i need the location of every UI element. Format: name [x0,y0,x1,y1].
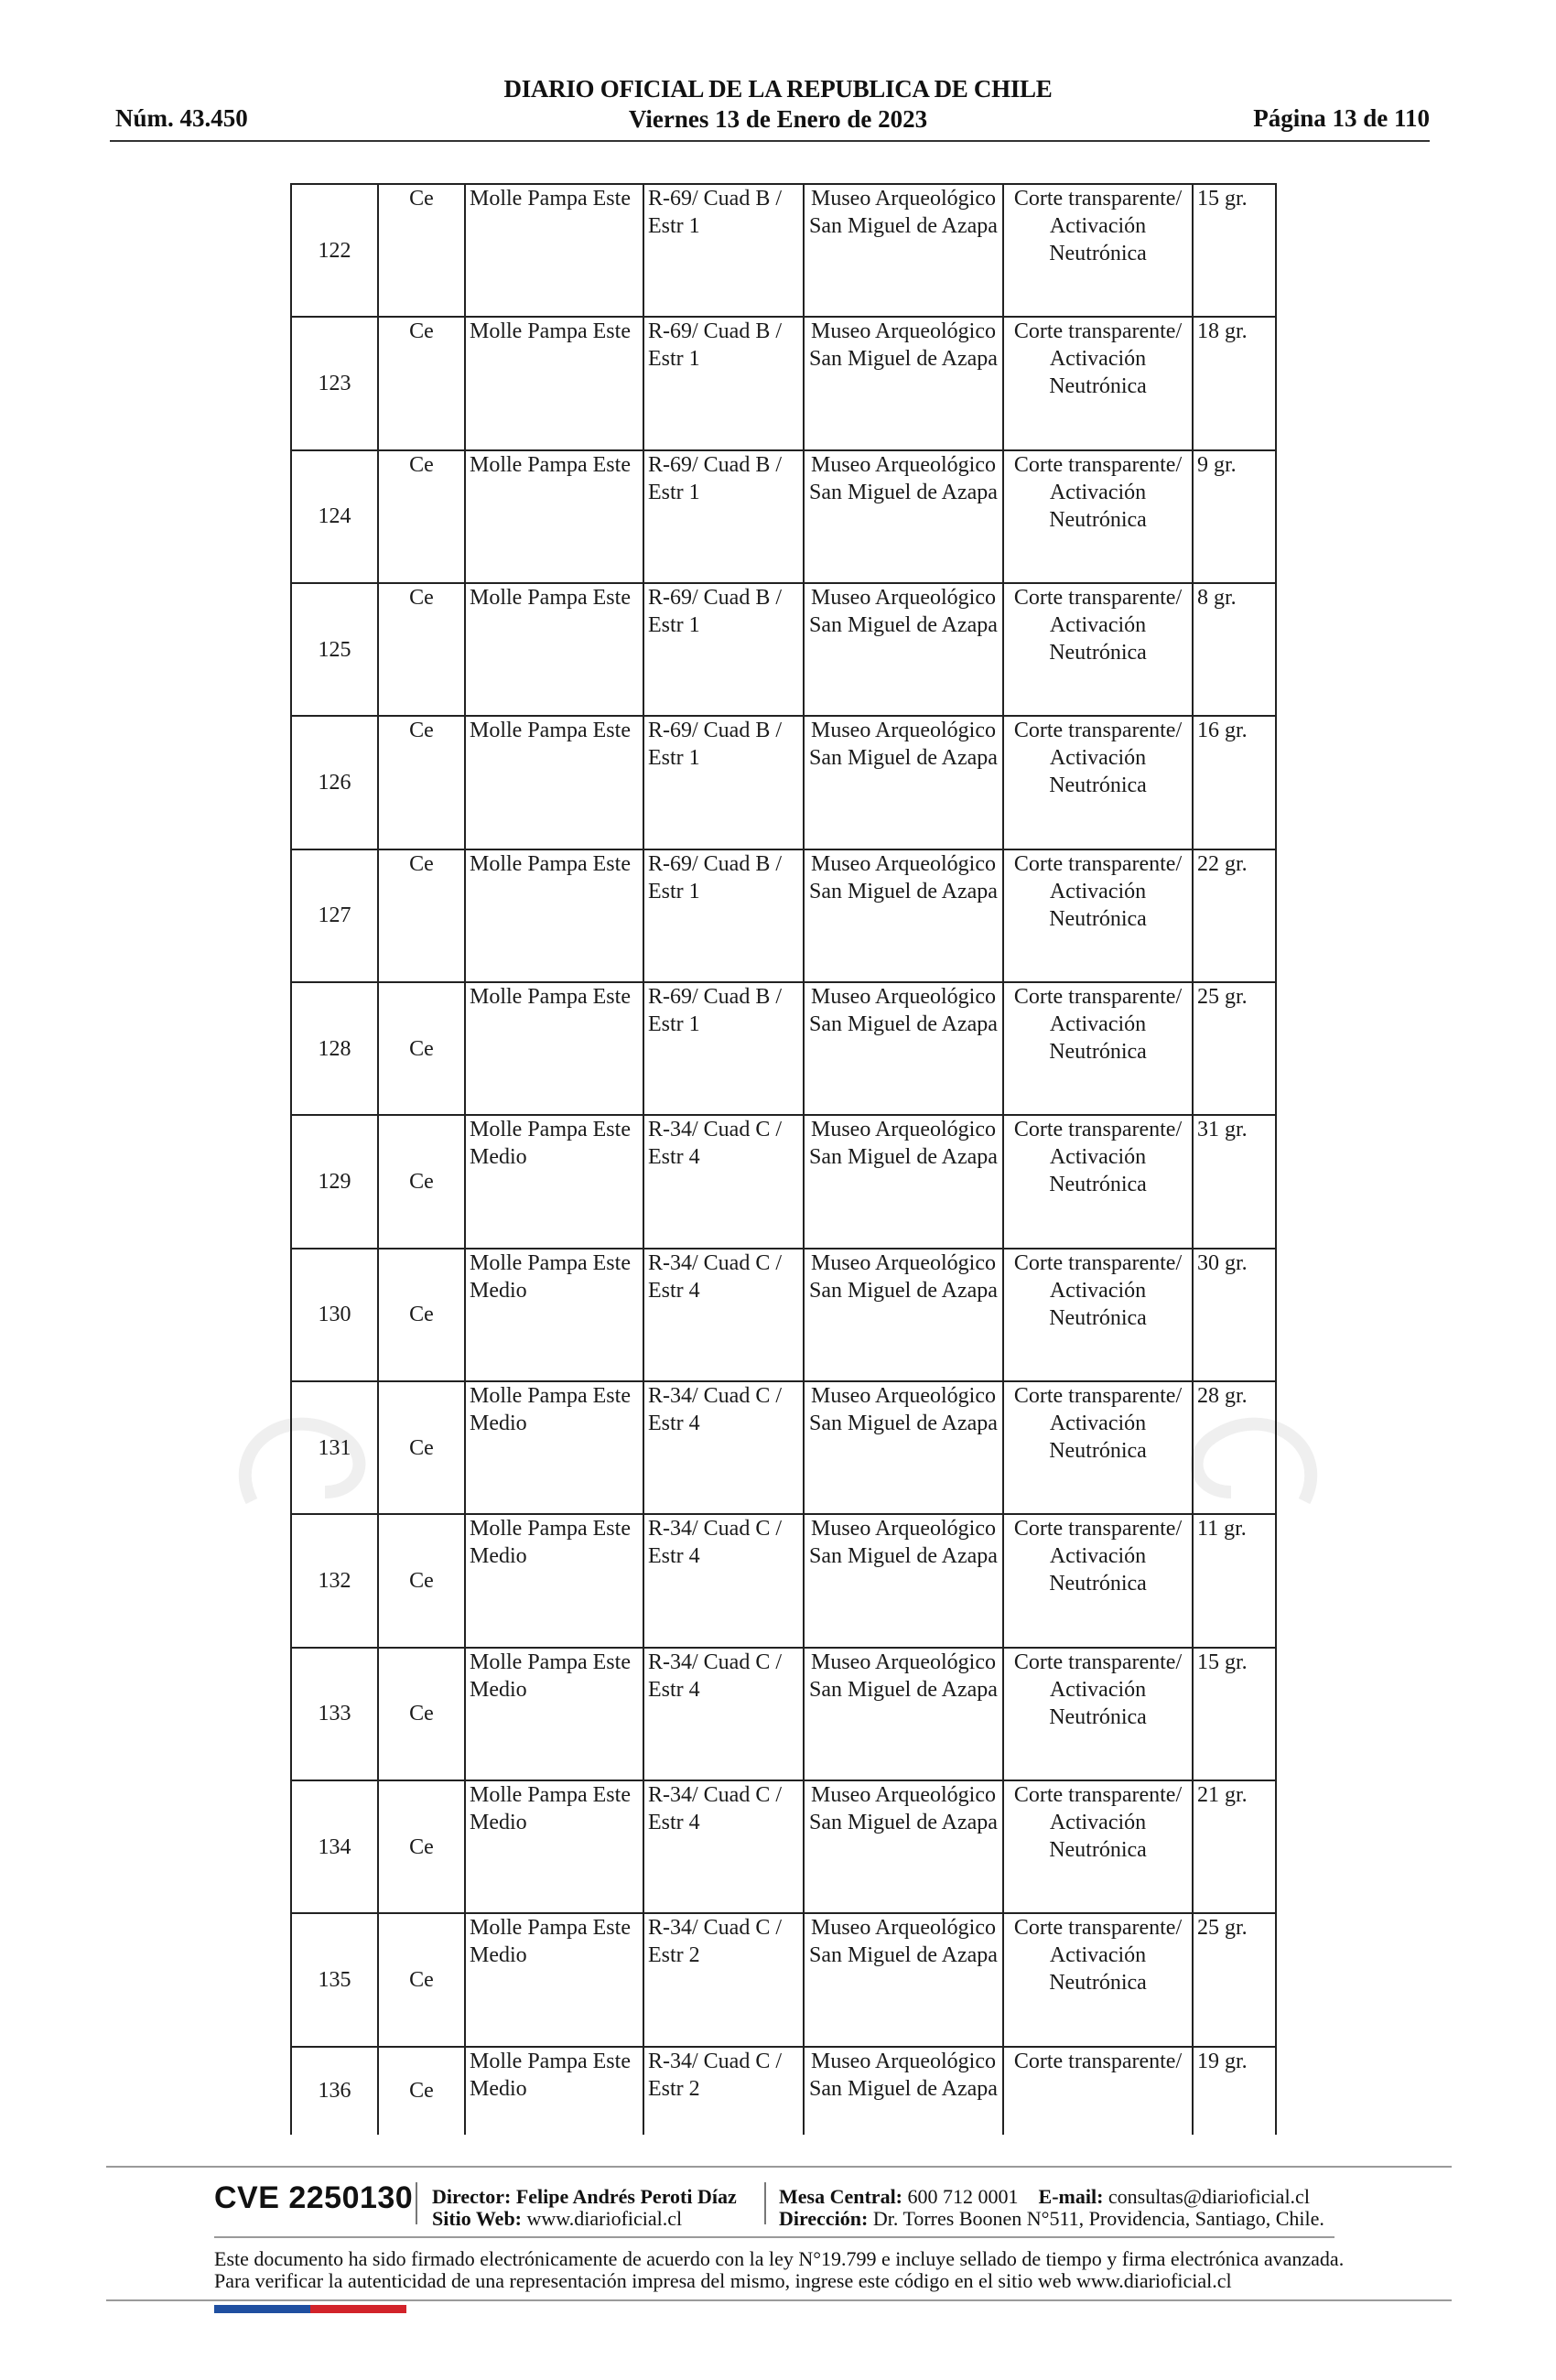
site-cell: Molle Pampa Este Medio [465,1648,643,1780]
table-row [291,1381,1276,1514]
site-cell: Molle Pampa Este Medio [465,1115,643,1248]
sample-code-cell: Ce [378,1648,465,1780]
site-cell: Molle Pampa Este [465,184,643,317]
footer-divider [106,2166,1452,2168]
analysis-cell: Corte transparente/ Activación Neutrónica [1003,1780,1193,1913]
sample-code-cell: Ce [378,1780,465,1913]
table-row [291,1648,1276,1780]
museum-cell: Museo Arqueológico San Miguel de Azapa [804,1115,1003,1248]
flag-stripe-blue [214,2305,310,2313]
museum-cell: Museo Arqueológico San Miguel de Azapa [804,317,1003,449]
site-cell: Molle Pampa Este Medio [465,1381,643,1514]
weight-cell: 9 gr. [1193,450,1276,583]
location-cell: R-34/ Cuad C / Estr 2 [643,2047,804,2135]
weight-cell: 15 gr. [1193,184,1276,317]
table-row [291,1780,1276,1913]
sample-code-cell: Ce [378,317,465,449]
legal-notice: Este documento ha sido firmado electrónicamente de acuerdo con la ley N°19.799 e incluye sellado de tiempo y firma electrónica avanzada. Para verificar la autenticidad de una representación impresa del mismo, ingrese este código en el sitio web www.diarioficial.cl [214,2247,1345,2292]
table-row [291,583,1276,716]
analysis-cell: Corte transparente/ Activación Neutrónica [1003,849,1193,982]
sample-code-cell: Ce [378,1913,465,2046]
website-link[interactable]: www.diarioficial.cl [526,2207,683,2230]
sample-number-cell: 135 [291,1913,378,2046]
director-label: Director: [432,2185,512,2208]
analysis-cell: Corte transparente/ Activación Neutrónica [1003,184,1193,317]
museum-cell: Museo Arqueológico San Miguel de Azapa [804,849,1003,982]
location-cell: R-69/ Cuad B / Estr 1 [643,716,804,849]
museum-cell: Museo Arqueológico San Miguel de Azapa [804,2047,1003,2135]
table-row [291,1514,1276,1647]
sample-code-cell: Ce [378,1115,465,1248]
weight-cell: 22 gr. [1193,849,1276,982]
location-cell: R-34/ Cuad C / Estr 4 [643,1249,804,1381]
museum-cell: Museo Arqueológico San Miguel de Azapa [804,1780,1003,1913]
weight-cell: 31 gr. [1193,1115,1276,1248]
museum-cell: Museo Arqueológico San Miguel de Azapa [804,1249,1003,1381]
table-row [291,2047,1276,2135]
site-cell: Molle Pampa Este Medio [465,1913,643,2046]
sample-code-cell: Ce [378,716,465,849]
publication-title: DIARIO OFICIAL DE LA REPUBLICA DE CHILE [503,75,1053,103]
weight-cell: 25 gr. [1193,982,1276,1115]
location-cell: R-34/ Cuad C / Estr 4 [643,1514,804,1647]
sample-number-cell: 136 [291,2047,378,2135]
location-cell: R-69/ Cuad B / Estr 1 [643,849,804,982]
analysis-cell: Corte transparente/ Activación Neutrónica [1003,1913,1193,2046]
weight-cell: 8 gr. [1193,583,1276,716]
analysis-cell: Corte transparente/ Activación Neutrónica [1003,583,1193,716]
table-row [291,1913,1276,2046]
weight-cell: 11 gr. [1193,1514,1276,1647]
footer-contact-block [779,2186,1324,2230]
sample-code-cell: Ce [378,583,465,716]
page-number: Página 13 de 110 [1253,104,1430,132]
table-row [291,450,1276,583]
footer-divider [106,2299,1452,2301]
table-row [291,716,1276,849]
table-row [291,849,1276,982]
site-cell: Molle Pampa Este Medio [465,1249,643,1381]
site-cell: Molle Pampa Este Medio [465,2047,643,2135]
address-label: Dirección: [779,2207,869,2230]
weight-cell: 18 gr. [1193,317,1276,449]
location-cell: R-34/ Cuad C / Estr 4 [643,1648,804,1780]
sample-number-cell: 122 [291,184,378,317]
site-cell: Molle Pampa Este Medio [465,1514,643,1647]
analysis-cell: Corte transparente/ Activación Neutrónica [1003,1381,1193,1514]
sample-number-cell: 133 [291,1648,378,1780]
analysis-cell: Corte transparente/ [1003,2047,1193,2135]
museum-cell: Museo Arqueológico San Miguel de Azapa [804,716,1003,849]
table-row [291,1249,1276,1381]
site-cell: Molle Pampa Este [465,982,643,1115]
location-cell: R-69/ Cuad B / Estr 1 [643,184,804,317]
museum-cell: Museo Arqueológico San Miguel de Azapa [804,184,1003,317]
phone-label: Mesa Central: [779,2185,903,2208]
sample-number-cell: 129 [291,1115,378,1248]
address-text: Dr. Torres Boonen N°511, Providencia, Santiago, Chile. [872,2207,1324,2230]
site-cell: Molle Pampa Este [465,849,643,982]
cve-code: CVE 2250130 [214,2180,414,2215]
analysis-cell: Corte transparente/ Activación Neutrónica [1003,317,1193,449]
weight-cell: 28 gr. [1193,1381,1276,1514]
weight-cell: 30 gr. [1193,1249,1276,1381]
sample-code-cell: Ce [378,982,465,1115]
header-divider [110,140,1430,142]
issue-number: Núm. 43.450 [115,104,248,132]
weight-cell: 15 gr. [1193,1648,1276,1780]
location-cell: R-69/ Cuad B / Estr 1 [643,583,804,716]
sample-number-cell: 128 [291,982,378,1115]
weight-cell: 19 gr. [1193,2047,1276,2135]
analysis-cell: Corte transparente/ Activación Neutrónica [1003,1648,1193,1780]
phone-number: 600 712 0001 [907,2185,1019,2208]
location-cell: R-34/ Cuad C / Estr 4 [643,1115,804,1248]
table-row [291,1115,1276,1248]
footer-divider [214,2236,1334,2238]
location-cell: R-34/ Cuad C / Estr 4 [643,1780,804,1913]
publication-date: Viernes 13 de Enero de 2023 [628,105,928,133]
analysis-cell: Corte transparente/ Activación Neutrónica [1003,716,1193,849]
samples-table [290,183,1277,2135]
site-cell: Molle Pampa Este Medio [465,1780,643,1913]
website-label: Sitio Web: [432,2207,523,2230]
sample-code-cell: Ce [378,1249,465,1381]
sample-code-cell: Ce [378,1514,465,1647]
analysis-cell: Corte transparente/ Activación Neutrónica [1003,1249,1193,1381]
weight-cell: 21 gr. [1193,1780,1276,1913]
site-cell: Molle Pampa Este [465,583,643,716]
table-row [291,184,1276,317]
sample-code-cell: Ce [378,184,465,317]
flag-stripe-red [310,2305,406,2313]
sample-number-cell: 131 [291,1381,378,1514]
location-cell: R-69/ Cuad B / Estr 1 [643,317,804,449]
location-cell: R-34/ Cuad C / Estr 4 [643,1381,804,1514]
footer-separator [416,2182,417,2224]
museum-cell: Museo Arqueológico San Miguel de Azapa [804,1648,1003,1780]
analysis-cell: Corte transparente/ Activación Neutrónica [1003,1115,1193,1248]
table-row [291,317,1276,449]
museum-cell: Museo Arqueológico San Miguel de Azapa [804,1381,1003,1514]
sample-number-cell: 132 [291,1514,378,1647]
weight-cell: 16 gr. [1193,716,1276,849]
email-link[interactable]: consultas@diarioficial.cl [1108,2185,1310,2208]
table-row [291,982,1276,1115]
location-cell: R-69/ Cuad B / Estr 1 [643,450,804,583]
analysis-cell: Corte transparente/ Activación Neutrónica [1003,450,1193,583]
sample-number-cell: 126 [291,716,378,849]
director-name: Felipe Andrés Peroti Díaz [515,2185,737,2208]
sample-number-cell: 124 [291,450,378,583]
footer-director-block [432,2186,737,2230]
sample-number-cell: 123 [291,317,378,449]
sample-code-cell: Ce [378,2047,465,2135]
analysis-cell: Corte transparente/ Activación Neutrónica [1003,982,1193,1115]
museum-cell: Museo Arqueológico San Miguel de Azapa [804,1514,1003,1647]
location-cell: R-69/ Cuad B / Estr 1 [643,982,804,1115]
location-cell: R-34/ Cuad C / Estr 2 [643,1913,804,2046]
site-cell: Molle Pampa Este [465,450,643,583]
site-cell: Molle Pampa Este [465,716,643,849]
museum-cell: Museo Arqueológico San Miguel de Azapa [804,583,1003,716]
analysis-cell: Corte transparente/ Activación Neutrónica [1003,1514,1193,1647]
email-label: E-mail: [1038,2185,1104,2208]
site-cell: Molle Pampa Este [465,317,643,449]
weight-cell: 25 gr. [1193,1913,1276,2046]
sample-code-cell: Ce [378,849,465,982]
sample-number-cell: 130 [291,1249,378,1381]
sample-code-cell: Ce [378,450,465,583]
sample-number-cell: 127 [291,849,378,982]
museum-cell: Museo Arqueológico San Miguel de Azapa [804,1913,1003,2046]
sample-number-cell: 134 [291,1780,378,1913]
footer-separator [764,2182,766,2224]
sample-number-cell: 125 [291,583,378,716]
museum-cell: Museo Arqueológico San Miguel de Azapa [804,450,1003,583]
sample-code-cell: Ce [378,1381,465,1514]
museum-cell: Museo Arqueológico San Miguel de Azapa [804,982,1003,1115]
